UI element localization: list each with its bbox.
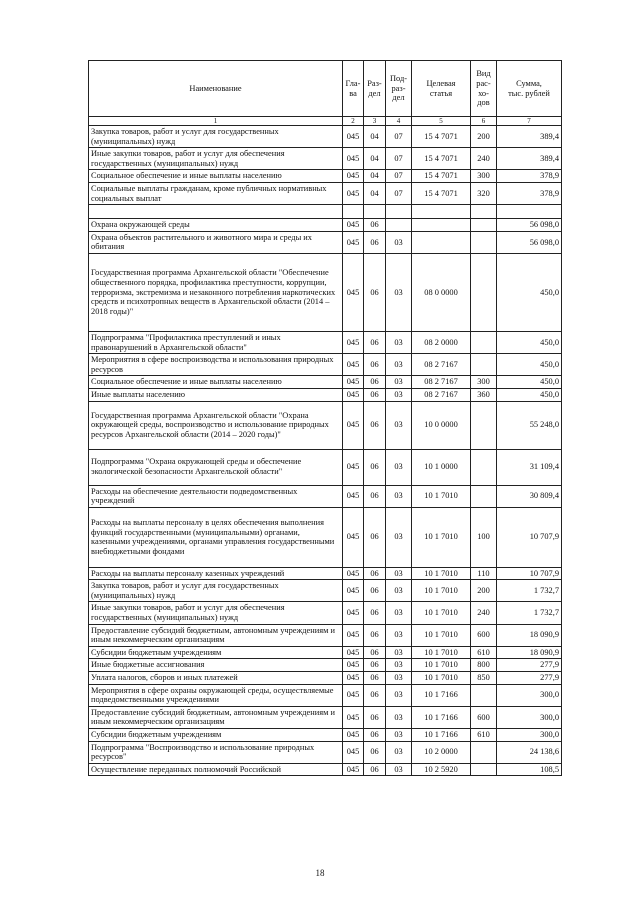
- row-podrazdel: 07: [386, 170, 412, 183]
- row-sum: 30 809,4: [497, 485, 562, 507]
- row-sum: 1 732,7: [497, 580, 562, 602]
- row-podrazdel: [386, 205, 412, 219]
- row-glava: 045: [343, 354, 364, 376]
- colnum-2: 2: [343, 117, 364, 126]
- colnum-1: 1: [89, 117, 343, 126]
- row-name: Иные бюджетные ассигнования: [89, 659, 343, 672]
- header-name: Наименование: [89, 61, 343, 117]
- row-name: Подпрограмма "Профилактика преступлений и иных правонарушений в Архангельской области": [89, 331, 343, 353]
- row-vid: [471, 741, 497, 763]
- row-razdel: 06: [364, 684, 386, 706]
- table-row: [89, 567, 562, 580]
- row-name: Охрана окружающей среды: [89, 219, 343, 232]
- row-name: Предоставление субсидий бюджетным, автономным учреждениям и иным некоммерческим организациям: [89, 624, 343, 646]
- table-row: [89, 148, 562, 170]
- row-razdel: 06: [364, 646, 386, 659]
- row-glava: 045: [343, 602, 364, 624]
- table-row: [89, 646, 562, 659]
- row-glava: 045: [343, 659, 364, 672]
- row-target: [412, 231, 471, 253]
- row-podrazdel: 03: [386, 388, 412, 401]
- table-row: [89, 729, 562, 742]
- row-name: Подпрограмма "Охрана окружающей среды и обеспечение экологической безопасности Архангельской области": [89, 449, 343, 485]
- row-vid: 240: [471, 148, 497, 170]
- row-target: 10 1 7010: [412, 485, 471, 507]
- row-vid: [471, 354, 497, 376]
- row-sum: 108,5: [497, 763, 562, 776]
- row-sum: 389,4: [497, 148, 562, 170]
- row-target: [412, 219, 471, 232]
- row-target: 08 0 0000: [412, 253, 471, 331]
- row-name: Осуществление переданных полномочий Российской: [89, 763, 343, 776]
- row-sum: [497, 205, 562, 219]
- row-sum: 10 707,9: [497, 567, 562, 580]
- row-name: Субсидии бюджетным учреждениям: [89, 646, 343, 659]
- table-row: [89, 485, 562, 507]
- row-vid: [471, 763, 497, 776]
- row-vid: [471, 253, 497, 331]
- row-razdel: 06: [364, 485, 386, 507]
- row-target: 10 1 7010: [412, 567, 471, 580]
- table-row: [89, 659, 562, 672]
- table-row: [89, 706, 562, 728]
- row-razdel: 06: [364, 401, 386, 449]
- row-podrazdel: 07: [386, 126, 412, 148]
- row-target: 10 1 0000: [412, 449, 471, 485]
- row-target: 10 1 7166: [412, 706, 471, 728]
- row-razdel: 06: [364, 706, 386, 728]
- table-body: [89, 126, 562, 776]
- table-row: [89, 672, 562, 685]
- row-podrazdel: 03: [386, 567, 412, 580]
- row-target: 10 1 7010: [412, 672, 471, 685]
- table-row: [89, 331, 562, 353]
- row-vid: [471, 331, 497, 353]
- row-target: [412, 205, 471, 219]
- row-target: 10 2 5920: [412, 763, 471, 776]
- row-vid: 100: [471, 507, 497, 567]
- row-glava: 045: [343, 182, 364, 204]
- row-podrazdel: 03: [386, 401, 412, 449]
- row-target: 10 1 7166: [412, 729, 471, 742]
- row-razdel: 06: [364, 231, 386, 253]
- table-row: [89, 741, 562, 763]
- row-glava: [343, 205, 364, 219]
- header-sum: Сумма, тыс. рублей: [497, 61, 562, 117]
- row-podrazdel: 03: [386, 741, 412, 763]
- table-row: [89, 219, 562, 232]
- row-name: Государственная программа Архангельской области "Охрана окружающей среды, воспроизводство и использование природных ресурсов Архангельской области (2014 – 2020 годы)": [89, 401, 343, 449]
- row-sum: 24 138,6: [497, 741, 562, 763]
- row-target: 08 2 7167: [412, 376, 471, 389]
- row-razdel: 06: [364, 388, 386, 401]
- row-glava: 045: [343, 401, 364, 449]
- row-sum: 300,0: [497, 684, 562, 706]
- row-podrazdel: 03: [386, 684, 412, 706]
- row-podrazdel: 03: [386, 659, 412, 672]
- row-target: 10 1 7010: [412, 507, 471, 567]
- colnum-6: 6: [471, 117, 497, 126]
- row-podrazdel: 03: [386, 646, 412, 659]
- row-vid: 320: [471, 182, 497, 204]
- row-podrazdel: 03: [386, 331, 412, 353]
- row-glava: 045: [343, 646, 364, 659]
- row-podrazdel: 03: [386, 507, 412, 567]
- row-sum: 450,0: [497, 331, 562, 353]
- row-name: Расходы на обеспечение деятельности подведомственных учреждений: [89, 485, 343, 507]
- row-target: 15 4 7071: [412, 126, 471, 148]
- row-vid: [471, 219, 497, 232]
- colnum-7: 7: [497, 117, 562, 126]
- row-razdel: 06: [364, 580, 386, 602]
- colnum-3: 3: [364, 117, 386, 126]
- row-vid: 850: [471, 672, 497, 685]
- row-target: 10 1 7010: [412, 602, 471, 624]
- row-sum: 1 732,7: [497, 602, 562, 624]
- row-glava: 045: [343, 253, 364, 331]
- row-name: Государственная программа Архангельской области "Обеспечение общественного порядка, профилактика преступности, коррупции, терроризма, экстремизма и незаконного потребления наркотических средств и психотропных веществ в Архангельской области (2014 – 2018 годы)": [89, 253, 343, 331]
- row-sum: 450,0: [497, 253, 562, 331]
- row-glava: 045: [343, 388, 364, 401]
- row-razdel: [364, 205, 386, 219]
- row-glava: 045: [343, 763, 364, 776]
- row-name: Предоставление субсидий бюджетным, автономным учреждениям и иным некоммерческим организациям: [89, 706, 343, 728]
- row-podrazdel: 03: [386, 449, 412, 485]
- table-row: [89, 624, 562, 646]
- row-vid: 600: [471, 624, 497, 646]
- row-vid: 200: [471, 580, 497, 602]
- row-razdel: 06: [364, 763, 386, 776]
- row-sum: 56 098,0: [497, 231, 562, 253]
- table-row: [89, 507, 562, 567]
- row-vid: 200: [471, 126, 497, 148]
- row-razdel: 04: [364, 126, 386, 148]
- row-razdel: 06: [364, 507, 386, 567]
- table-row: [89, 170, 562, 183]
- row-sum: 277,9: [497, 672, 562, 685]
- page-number: 18: [315, 868, 325, 878]
- row-podrazdel: 03: [386, 485, 412, 507]
- row-target: 10 1 7166: [412, 684, 471, 706]
- row-name: Иные выплаты населению: [89, 388, 343, 401]
- row-sum: 450,0: [497, 354, 562, 376]
- colnum-5: 5: [412, 117, 471, 126]
- table-row: [89, 205, 562, 219]
- column-number-row: [89, 117, 562, 126]
- header-glava: Гла- ва: [343, 61, 364, 117]
- row-sum: 378,9: [497, 170, 562, 183]
- row-name: Иные закупки товаров, работ и услуг для обеспечения государственных (муниципальных) нужд: [89, 148, 343, 170]
- row-glava: 045: [343, 126, 364, 148]
- row-vid: 360: [471, 388, 497, 401]
- row-vid: 300: [471, 376, 497, 389]
- row-name: Расходы на выплаты персоналу в целях обеспечения выполнения функций государственными (муниципальными) органами, казенными учреждениями, органами управления государственными внебюджетными фондами: [89, 507, 343, 567]
- row-podrazdel: [386, 219, 412, 232]
- table-row: [89, 231, 562, 253]
- row-name: [89, 205, 343, 219]
- row-sum: 300,0: [497, 706, 562, 728]
- row-target: 08 2 7167: [412, 388, 471, 401]
- row-glava: 045: [343, 331, 364, 353]
- header-vid: Вид рас- хо- дов: [471, 61, 497, 117]
- table-row: [89, 449, 562, 485]
- row-name: Уплата налогов, сборов и иных платежей: [89, 672, 343, 685]
- row-vid: 610: [471, 729, 497, 742]
- row-vid: [471, 401, 497, 449]
- row-target: 08 2 0000: [412, 331, 471, 353]
- row-name: Охрана объектов растительного и животного мира и среды их обитания: [89, 231, 343, 253]
- table-row: [89, 684, 562, 706]
- row-sum: 55 248,0: [497, 401, 562, 449]
- table-row: [89, 126, 562, 148]
- colnum-4: 4: [386, 117, 412, 126]
- row-target: 15 4 7071: [412, 182, 471, 204]
- row-name: Социальное обеспечение и иные выплаты населению: [89, 376, 343, 389]
- row-razdel: 06: [364, 253, 386, 331]
- row-podrazdel: 03: [386, 729, 412, 742]
- row-razdel: 06: [364, 624, 386, 646]
- row-razdel: 06: [364, 729, 386, 742]
- row-glava: 045: [343, 741, 364, 763]
- row-name: Субсидии бюджетным учреждениям: [89, 729, 343, 742]
- table-row: [89, 580, 562, 602]
- row-vid: 600: [471, 706, 497, 728]
- row-sum: 277,9: [497, 659, 562, 672]
- budget-table-container: [88, 60, 561, 776]
- row-glava: 045: [343, 449, 364, 485]
- row-glava: 045: [343, 507, 364, 567]
- row-glava: 045: [343, 729, 364, 742]
- row-vid: 240: [471, 602, 497, 624]
- row-sum: 56 098,0: [497, 219, 562, 232]
- row-glava: 045: [343, 684, 364, 706]
- row-name: Мероприятия в сфере охраны окружающей среды, осуществляемые подведомственными учреждениями: [89, 684, 343, 706]
- row-target: 10 0 0000: [412, 401, 471, 449]
- row-podrazdel: 03: [386, 580, 412, 602]
- header-podrazdel: Под- раз- дел: [386, 61, 412, 117]
- table-row: [89, 602, 562, 624]
- row-vid: 300: [471, 170, 497, 183]
- row-name: Закупка товаров, работ и услуг для государственных (муниципальных) нужд: [89, 126, 343, 148]
- row-razdel: 04: [364, 148, 386, 170]
- row-glava: 045: [343, 170, 364, 183]
- row-target: 10 2 0000: [412, 741, 471, 763]
- row-name: Мероприятия в сфере воспроизводства и использования природных ресурсов: [89, 354, 343, 376]
- row-razdel: 06: [364, 354, 386, 376]
- row-sum: 300,0: [497, 729, 562, 742]
- row-glava: 045: [343, 567, 364, 580]
- table-row: [89, 182, 562, 204]
- row-name: Социальное обеспечение и иные выплаты населению: [89, 170, 343, 183]
- row-vid: 110: [471, 567, 497, 580]
- row-podrazdel: 03: [386, 763, 412, 776]
- row-razdel: 06: [364, 672, 386, 685]
- row-vid: [471, 485, 497, 507]
- table-row: [89, 401, 562, 449]
- row-sum: 389,4: [497, 126, 562, 148]
- row-razdel: 04: [364, 182, 386, 204]
- row-vid: 800: [471, 659, 497, 672]
- row-razdel: 06: [364, 567, 386, 580]
- row-glava: 045: [343, 148, 364, 170]
- row-glava: 045: [343, 706, 364, 728]
- row-target: 10 1 7010: [412, 659, 471, 672]
- row-podrazdel: 03: [386, 602, 412, 624]
- row-sum: 18 090,9: [497, 646, 562, 659]
- row-sum: 18 090,9: [497, 624, 562, 646]
- row-target: 10 1 7010: [412, 624, 471, 646]
- row-podrazdel: 03: [386, 376, 412, 389]
- row-podrazdel: 07: [386, 148, 412, 170]
- row-name: Расходы на выплаты персоналу казенных учреждений: [89, 567, 343, 580]
- row-sum: 31 109,4: [497, 449, 562, 485]
- table-row: [89, 354, 562, 376]
- row-vid: [471, 684, 497, 706]
- header-razdel: Раз- дел: [364, 61, 386, 117]
- header-row: [89, 61, 562, 117]
- row-podrazdel: 03: [386, 354, 412, 376]
- table-row: [89, 253, 562, 331]
- table-row: [89, 763, 562, 776]
- row-glava: 045: [343, 624, 364, 646]
- row-sum: 378,9: [497, 182, 562, 204]
- row-podrazdel: 03: [386, 672, 412, 685]
- row-name: Подпрограмма "Воспроизводство и использование природных ресурсов": [89, 741, 343, 763]
- row-glava: 045: [343, 376, 364, 389]
- header-target: Целевая статья: [412, 61, 471, 117]
- row-name: Социальные выплаты гражданам, кроме публичных нормативных социальных выплат: [89, 182, 343, 204]
- row-razdel: 06: [364, 219, 386, 232]
- row-vid: 610: [471, 646, 497, 659]
- row-podrazdel: 03: [386, 706, 412, 728]
- row-podrazdel: 03: [386, 231, 412, 253]
- row-target: 10 1 7010: [412, 580, 471, 602]
- row-target: 15 4 7071: [412, 170, 471, 183]
- row-razdel: 06: [364, 602, 386, 624]
- row-glava: 045: [343, 231, 364, 253]
- row-podrazdel: 03: [386, 253, 412, 331]
- row-glava: 045: [343, 485, 364, 507]
- row-glava: 045: [343, 672, 364, 685]
- table-row: [89, 388, 562, 401]
- row-glava: 045: [343, 219, 364, 232]
- row-sum: 450,0: [497, 388, 562, 401]
- row-name: Иные закупки товаров, работ и услуг для обеспечения государственных (муниципальных) нужд: [89, 602, 343, 624]
- row-razdel: 06: [364, 449, 386, 485]
- row-razdel: 06: [364, 741, 386, 763]
- row-vid: [471, 449, 497, 485]
- row-razdel: 06: [364, 376, 386, 389]
- row-podrazdel: 07: [386, 182, 412, 204]
- row-target: 15 4 7071: [412, 148, 471, 170]
- row-vid: [471, 205, 497, 219]
- row-target: 10 1 7010: [412, 646, 471, 659]
- row-vid: [471, 231, 497, 253]
- row-target: 08 2 7167: [412, 354, 471, 376]
- row-razdel: 06: [364, 659, 386, 672]
- row-name: Закупка товаров, работ и услуг для государственных (муниципальных) нужд: [89, 580, 343, 602]
- row-glava: 045: [343, 580, 364, 602]
- row-podrazdel: 03: [386, 624, 412, 646]
- row-razdel: 04: [364, 170, 386, 183]
- row-sum: 10 707,9: [497, 507, 562, 567]
- row-razdel: 06: [364, 331, 386, 353]
- row-sum: 450,0: [497, 376, 562, 389]
- table-row: [89, 376, 562, 389]
- budget-table: [88, 60, 562, 776]
